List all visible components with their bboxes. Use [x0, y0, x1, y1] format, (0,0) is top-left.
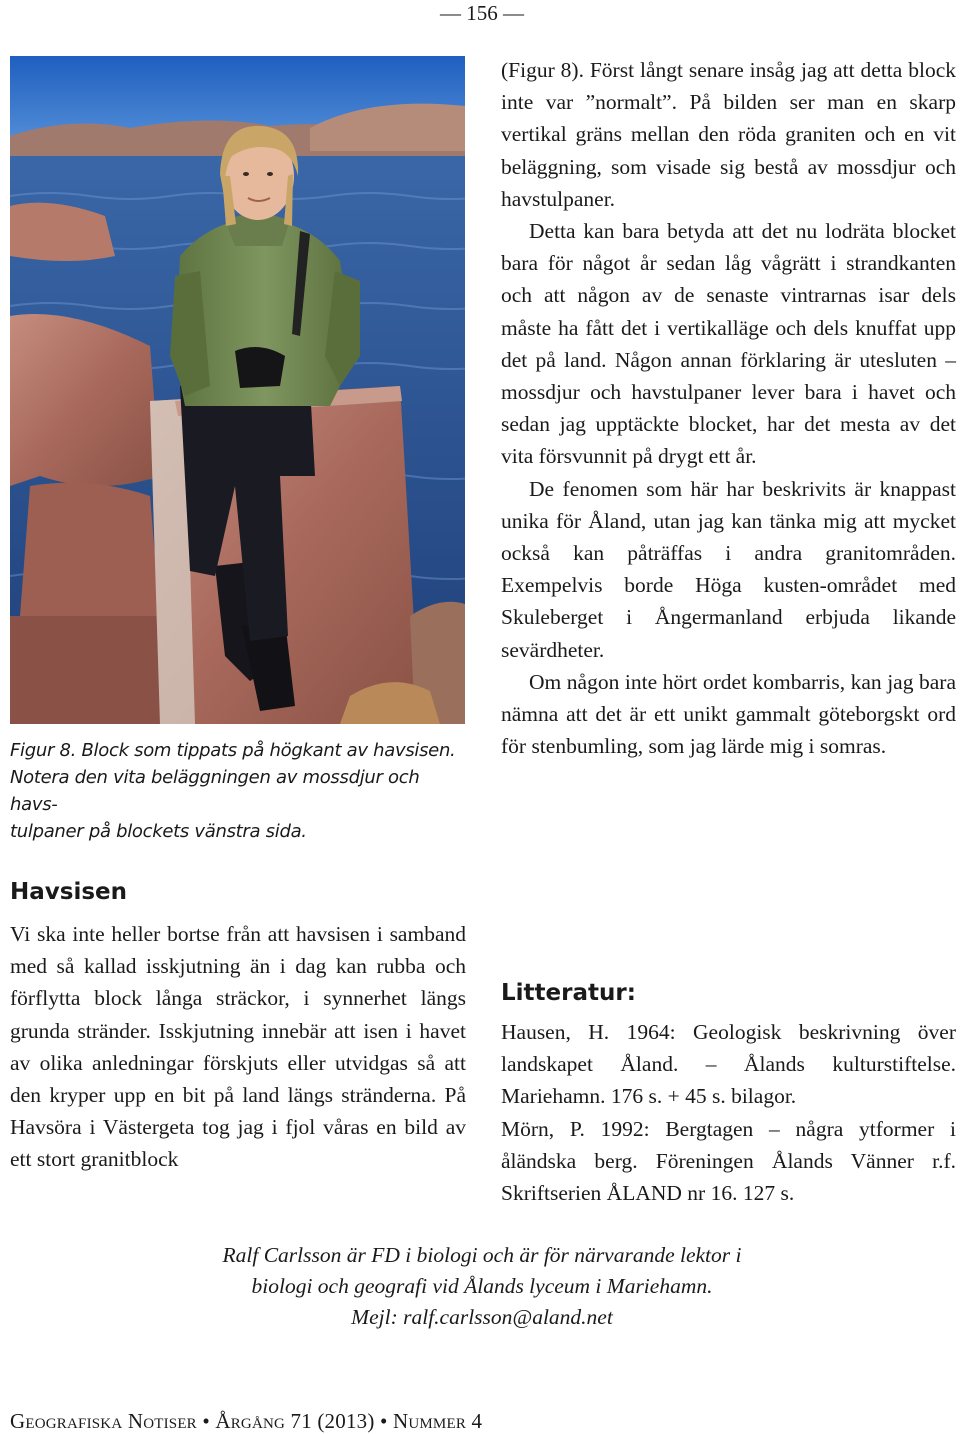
- author-note: [150, 1240, 814, 1333]
- body-paragraph: De fenomen som här har beskrivits är knappast unika för Åland, utan jag kan tänka mig att mycket också kan påträffas i andra granitområden. Exempelvis borde Höga kusten-området med Skuleberget i Ångermanland erbjuda likande sevärdheter.: [501, 476, 956, 662]
- author-email: Mejl: ralf.carlsson@aland.net: [351, 1305, 613, 1329]
- photo-graphic: [10, 56, 465, 724]
- right-column: [501, 54, 956, 762]
- journal-volume: Årgång 71 (2013): [215, 1409, 375, 1433]
- body-paragraph: Vi ska inte heller bortse från att havsisen i samband med så kallad isskjutning än i dag kan rubba och förflytta block långa sträckor, i synnerhet längs grunda stränder. Isskjutning innebär att isen i havet av olika anledningar förskjuts eller utvidgas så att den kryper upp en bit på land längs stränderna. På Havsöra i Västergeta tog jag i fjol våras en bild av ett stort granitblock: [10, 922, 466, 1172]
- page-number: — 156 —: [440, 1, 524, 25]
- journal-issue: Nummer 4: [393, 1409, 483, 1433]
- footer-separator: •: [374, 1409, 393, 1433]
- section-heading-havsisen: Havsisen: [10, 879, 127, 905]
- footer-separator: •: [196, 1409, 216, 1433]
- author-line: Ralf Carlsson är FD i biologi och är för närvarande lektor i: [222, 1243, 742, 1267]
- page-footer: [10, 1408, 482, 1434]
- journal-name: Geografiska Notiser: [10, 1409, 197, 1433]
- body-paragraph: Detta kan bara betyda att det nu lodräta blocket bara för något år sedan låg vågrätt i strandkanten och att någon av de senaste vintrarnas isar dels måste ha fått det i vertikalläge och dels knuffat upp det på land. Någon annan förklaring är utesluten – mossdjur och havstulpaner lever bara i havet och sedan jag upptäckte blocket, har det mesta av det vita försvunnit på drygt ett år.: [501, 219, 956, 469]
- literature-heading: Litteratur:: [501, 980, 636, 1006]
- figure-caption: [10, 737, 470, 845]
- caption-line: Notera den vita beläggningen av mossdjur och havs-: [10, 767, 420, 815]
- woman-on-rock-photo: [10, 56, 465, 724]
- reference-item: Hausen, H. 1964: Geologisk beskrivning över landskapet Åland. – Ålands kulturstiftelse. Mariehamn. 176 s. + 45 s. bilagor.: [501, 1020, 956, 1109]
- left-column: [10, 918, 466, 1176]
- caption-line: tulpaner på blockets vänstra sida.: [10, 821, 307, 842]
- author-line: biologi och geografi vid Ålands lyceum i Mariehamn.: [251, 1274, 713, 1298]
- body-paragraph: (Figur 8). Först långt senare insåg jag att detta block inte var ”normalt”. På bilden ser man en skarp vertikal gräns mellan den röda graniten och en vit beläggning, som visade sig bestå av mossdjur och havstulpaner.: [501, 58, 956, 211]
- reference-list: [501, 1016, 956, 1209]
- caption-line: Figur 8. Block som tippats på högkant av havsisen.: [10, 740, 456, 761]
- reference-item: Mörn, P. 1992: Bergtagen – några ytformer i åländska berg. Föreningen Ålands Vänner r.f. Skriftserien ÅLAND nr 16. 127 s.: [501, 1116, 956, 1206]
- body-paragraph: Om någon inte hört ordet kombarris, kan jag bara nämna att det är ett unikt gammalt göteborgskt ord för stenbumling, som jag lärde mig i somras.: [501, 669, 956, 759]
